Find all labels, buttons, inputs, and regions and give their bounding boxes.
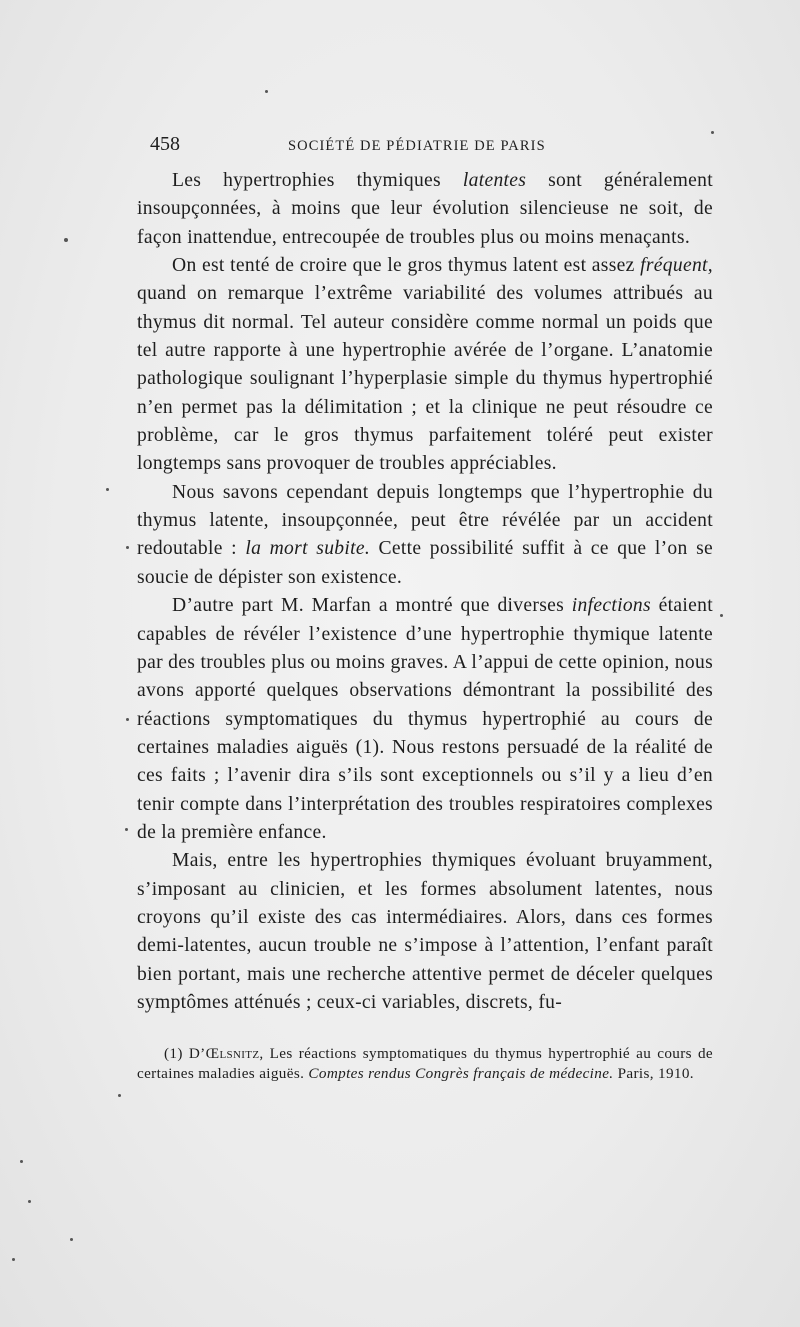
running-title: SOCIÉTÉ DE PÉDIATRIE DE PARIS [288, 138, 546, 154]
text-run: quand on remarque l’extrême variabilité des volumes attribués au thymus dit normal. Tel auteur considère comme normal un poids que tel autre rapporte à une hypertrophie avérée de l’organe. L’anatomie pathologique soulignant l’hyperplasie simple du thymus hypertrophié n’en permet pas la délimitation ; et la clinique ne peut résoudre ce problème, car le gros thymus parfaitement toléré peut exister longtemps sans provoquer de troubles appréciables. [137, 283, 713, 475]
paragraph-2 [137, 252, 713, 479]
scan-speck [126, 546, 129, 549]
text-run: Nous savons cependant depuis longtemps que l’hypertrophie du thymus latente, insoupçonnée, peut être révélée par un accident redoutable : [137, 481, 713, 560]
footnote-title: , Les réactions symptomatiques du thymus hypertrophié au cours de certaines maladies aiguës. [137, 1045, 713, 1083]
scan-speck [106, 488, 109, 491]
scan-speck [711, 131, 714, 134]
scan-speck [720, 614, 723, 617]
scan-speck [20, 1160, 23, 1163]
text-run: Mais, entre les hypertrophies thymiques évoluant bruyamment, s’imposant au clinicien, et les formes absolument latentes, nous croyons qu’il existe des cas intermédiaires. Alors, dans ces formes demi-latentes, aucun trouble ne s’impose à l’attention, l’enfant paraît bien portant, mais une recherche attentive permet de déceler quelques symptômes atténués ; ceux-ci variables, discrets, fu- [137, 850, 713, 1013]
footnote-source: Comptes rendus Congrès français de médecine. [308, 1065, 614, 1083]
scan-speck [28, 1200, 31, 1203]
footnote-author: D’Œlsnitz [188, 1045, 260, 1062]
footnote [137, 1044, 713, 1084]
footnote-place-year: Paris, 1910. [613, 1065, 694, 1083]
text-run: On est tenté de croire que le gros thymus latent est assez [172, 255, 641, 277]
paragraph-3 [137, 479, 713, 592]
footnote-marker: (1) [164, 1045, 189, 1062]
italic-term: la mort subite. [245, 538, 371, 560]
body-text [137, 167, 713, 1017]
scan-speck [125, 828, 128, 831]
paragraph-5 [137, 847, 713, 1017]
page-number: 458 [150, 133, 180, 155]
text-run: Cette possibilité suffit à ce que l’on se soucie de dépister son existence. [137, 538, 713, 588]
scan-speck [118, 1094, 121, 1097]
italic-term: latentes [462, 170, 527, 191]
text-run: D’autre part M. Marfan a montré que diverses [172, 595, 572, 617]
scan-speck [70, 1238, 73, 1241]
scan-speck [265, 90, 268, 93]
scan-speck [126, 718, 129, 721]
italic-term: fréquent, [640, 255, 713, 277]
scan-speck [64, 238, 68, 242]
italic-term: infections [571, 595, 651, 617]
paragraph-1 [137, 167, 713, 252]
scan-speck [12, 1258, 15, 1261]
footnote-text [137, 1044, 713, 1084]
text-run: étaient capables de révéler l’existence d’une hypertrophie thymique latente par des troubles plus ou moins graves. A l’appui de cette opinion, nous avons apporté quelques observations démontrant la possibilité des réactions symptomatiques du thymus hypertrophié au cours de certaines maladies aiguës (1). Nous restons persuadé de la réalité de ces faits ; l’avenir dira s’ils sont exceptionnels ou s’il y a lieu d’en tenir compte dans l’interprétation des troubles respiratoires complexes de la première enfance. [137, 595, 713, 843]
paragraph-4 [137, 592, 713, 847]
text-run: Les hypertrophies thymiques [172, 170, 463, 191]
page-header [150, 131, 710, 157]
text-run: sont généralement insoupçonnées, à moins que leur évolution silencieuse ne soit, de façon inattendue, entrecoupée de troubles plus ou moins menaçants. [137, 170, 714, 248]
